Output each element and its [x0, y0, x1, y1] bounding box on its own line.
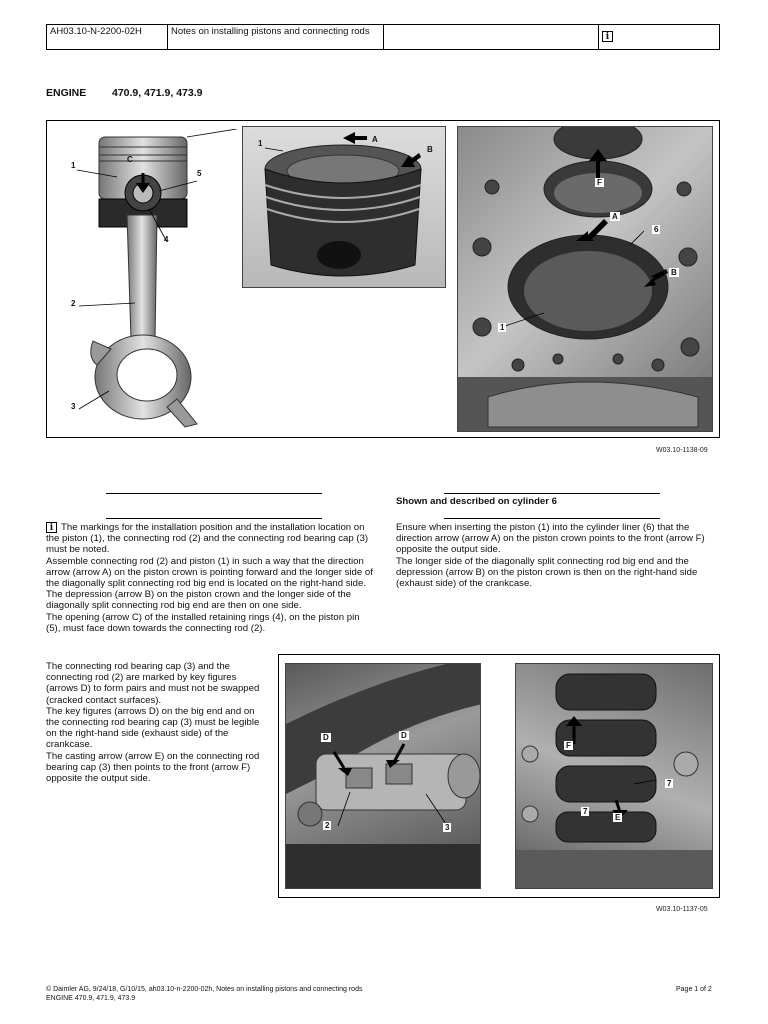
header-info-cell: [599, 25, 719, 49]
piston-crown-image: [243, 127, 446, 288]
info-icon: i: [602, 31, 613, 42]
note-left-p3: The opening (arrow C) of the installed retaining rings (4), on the piston pin (5), must face down towards the connecting rod (2).: [46, 611, 360, 634]
note-right-p2: The longer side of the diagonally split connecting rod big end and the depression (arrow B) on the piston crown is then on the right-hand side (exhaust side) of the crankcase.: [396, 555, 698, 590]
figure-2-code: W03.10-1137-05: [656, 906, 708, 913]
figure-piston-assembly: [46, 120, 720, 438]
label-a-mid: A: [372, 135, 378, 144]
divider-left-2: [106, 518, 322, 519]
section-heading: Shown and described on cylinder 6: [396, 496, 557, 507]
label-a-right: A: [612, 212, 618, 221]
label-3-cap: 3: [445, 823, 450, 832]
label-f: F: [597, 178, 602, 187]
figure-1-code: W03.10-1138-09: [656, 447, 708, 454]
engine-label: ENGINE: [46, 87, 87, 99]
divider-left: [106, 493, 322, 494]
header-empty-cell: [384, 25, 599, 49]
document-header: [46, 24, 720, 50]
label-1-right: 1: [500, 323, 505, 332]
label-6: 6: [654, 225, 659, 234]
figure-bearing-cap: [278, 654, 720, 898]
label-2: 2: [71, 299, 76, 308]
label-d-left: D: [323, 733, 329, 742]
engine-models: 470.9, 471.9, 473.9: [112, 87, 203, 99]
note-left-p1: The markings for the installation position and the installation location on the piston (1), the connecting rod (2) and the connecting rod bearing cap (3) must be noted.: [46, 522, 369, 556]
label-2-cap: 2: [325, 821, 330, 830]
label-e: E: [615, 813, 621, 822]
footer: [46, 986, 606, 1003]
label-3: 3: [71, 402, 76, 411]
label-b-mid: B: [427, 145, 433, 154]
page-number: Page 1 of 2: [676, 986, 712, 993]
label-1-mid: 1: [258, 139, 263, 148]
note-right: [396, 522, 720, 589]
label-4: 4: [164, 235, 169, 244]
label-7-left: 7: [583, 807, 588, 816]
label-5: 5: [197, 169, 202, 178]
note-bottom-p2: The key figures (arrows D) on the big end and on the connecting rod bearing cap (3) must be legible on the right-hand side (exhaust side) of the crankcase.: [46, 705, 260, 751]
document-id: AH03.10-N-2200-02H: [47, 25, 168, 49]
note-bottom-p1: The connecting rod bearing cap (3) and the connecting rod (2) are marked by key figures (arrows D) to form pairs and must not be swapped (cracked contact surfaces).: [46, 661, 260, 706]
piston-crown-photo: [242, 126, 446, 288]
bearing-cap-image: [286, 664, 481, 889]
label-c: C: [127, 155, 133, 164]
divider-right: [444, 493, 660, 494]
engine-heading: [46, 87, 203, 99]
label-7-right: 7: [667, 779, 672, 788]
note-bottom-p3: The casting arrow (arrow E) on the connecting rod bearing cap (3) then points to the front (arrow F) opposite the output side.: [46, 750, 260, 785]
label-f-cap: F: [566, 741, 571, 750]
note-info-icon: i: [46, 522, 57, 533]
cylinder-block-photo: [457, 126, 713, 432]
bearing-cap-photo: [285, 663, 481, 889]
document-title: Notes on installing pistons and connecting rods: [168, 25, 384, 49]
crankcase-image: [516, 664, 713, 889]
divider-right-2: [444, 518, 660, 519]
label-b-right: B: [671, 268, 677, 277]
note-left: [46, 522, 376, 634]
footer-copyright: © Daimler AG, 9/24/18, G/10/15, ah03.10-n-2200-02h, Notes on installing pistons and connecting rods: [46, 986, 363, 993]
crankcase-photo: [515, 663, 713, 889]
label-d-right: D: [401, 731, 407, 740]
piston-rod-illustration: [57, 129, 237, 429]
note-left-p2: Assemble connecting rod (2) and piston (1) in such a way that the direction arrow (arrow A) on the piston crown is pointing forward and the longer side of the diagonally split connecting rod big end is located on the right-hand side. The depression (arrow B) on the piston crown and the longer side of the diagonally split connecting rod big end are then on one side.: [46, 555, 373, 612]
cylinder-block-image: [458, 127, 713, 432]
footer-engine: ENGINE 470.9, 471.9, 473.9: [46, 994, 136, 1002]
note-right-p1: Ensure when inserting the piston (1) into the cylinder liner (6) that the direction arrow (arrow A) on the piston crown points to the front (arrow F) opposite the output side.: [396, 522, 705, 556]
note-bottom: [46, 661, 266, 784]
label-1: 1: [71, 161, 76, 170]
